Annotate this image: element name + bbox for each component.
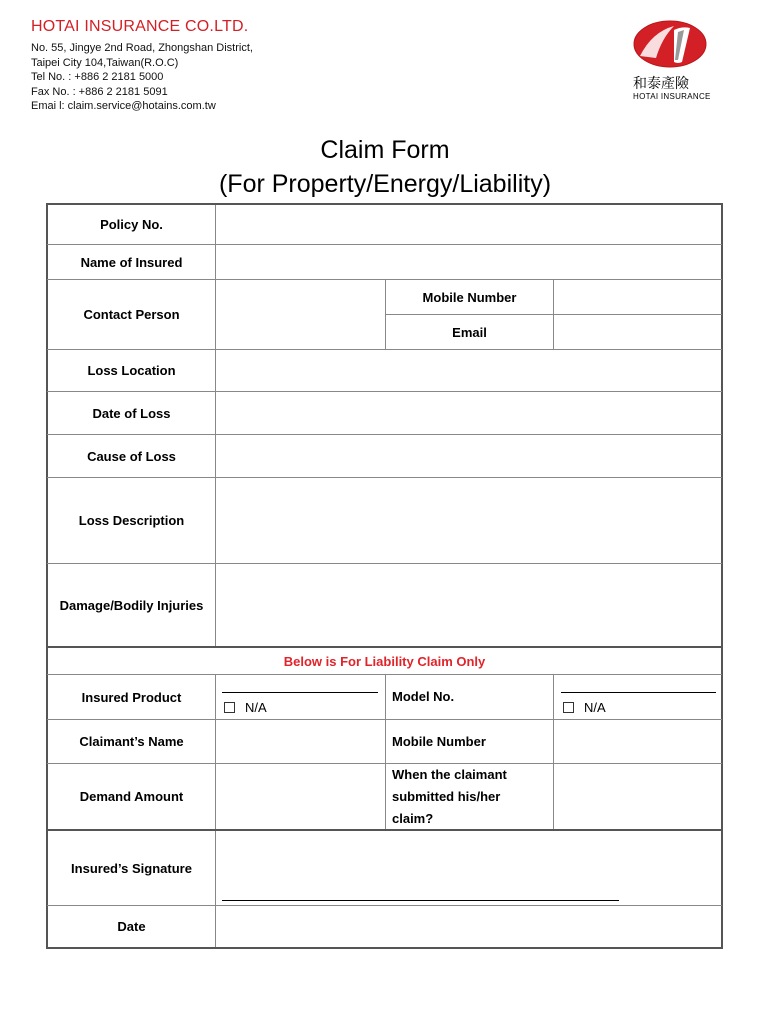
- damage-bodily-injuries-field[interactable]: [216, 564, 721, 646]
- date-of-loss-label: Date of Loss: [92, 405, 171, 421]
- email-label: Email: [452, 324, 487, 340]
- contact-person-field[interactable]: [216, 280, 385, 349]
- na-label: N/A: [584, 700, 606, 715]
- address-line-1: No. 55, Jingye 2nd Road, Zhongshan District,: [31, 42, 253, 54]
- date-of-loss-field[interactable]: [216, 392, 721, 434]
- model-no-line[interactable]: [561, 692, 716, 693]
- claim-submitted-field[interactable]: [554, 764, 721, 829]
- loss-location-field[interactable]: [216, 350, 721, 391]
- demand-amount-field[interactable]: [216, 764, 385, 829]
- loss-description-label: Loss Description: [78, 513, 185, 528]
- loss-description-field[interactable]: [216, 478, 721, 563]
- fax-number: Fax No. : +886 2 2181 5091: [31, 85, 168, 98]
- signature-line[interactable]: [222, 900, 619, 901]
- email-address: Emai l: claim.service@hotains.com.tw: [31, 100, 216, 112]
- policy-no-field[interactable]: [216, 205, 721, 244]
- date-field[interactable]: [216, 906, 721, 947]
- insured-product-na-option[interactable]: [224, 700, 267, 715]
- logo-english-text: HOTAI INSURANCE: [633, 92, 711, 101]
- claimants-name-field[interactable]: [216, 720, 385, 763]
- claimant-mobile-label: Mobile Number: [392, 734, 486, 749]
- date-label: Date: [117, 919, 146, 934]
- mobile-number-field[interactable]: [554, 280, 721, 314]
- insured-product-line[interactable]: [222, 692, 378, 693]
- name-of-insured-field[interactable]: [216, 245, 721, 279]
- company-block: [31, 18, 253, 114]
- name-of-insured-label: Name of Insured: [80, 254, 183, 270]
- checkbox-icon[interactable]: [563, 702, 574, 713]
- claimant-mobile-field[interactable]: [554, 720, 721, 763]
- model-no-na-option[interactable]: [563, 700, 606, 715]
- model-no-label: Model No.: [392, 689, 455, 704]
- damage-bodily-injuries-label: Damage/Bodily Injuries: [59, 597, 204, 613]
- company-name: HOTAI INSURANCE CO.LTD.: [31, 18, 249, 35]
- checkbox-icon[interactable]: [224, 702, 235, 713]
- cause-of-loss-label: Cause of Loss: [87, 448, 176, 464]
- liability-section-header: Below is For Liability Claim Only: [283, 653, 486, 669]
- address-line-2: Taipei City 104,Taiwan(R.O.C): [31, 56, 179, 69]
- na-label: N/A: [245, 700, 267, 715]
- claim-submitted-line1: When the claimant: [392, 766, 507, 782]
- demand-amount-label: Demand Amount: [79, 789, 184, 804]
- loss-location-label: Loss Location: [87, 363, 176, 378]
- email-field[interactable]: [554, 315, 721, 349]
- mobile-number-label: Mobile Number: [422, 289, 517, 305]
- claim-submitted-line2: submitted his/her: [392, 788, 501, 804]
- contact-person-label: Contact Person: [83, 307, 180, 322]
- insured-signature-label: Insured’s Signature: [71, 860, 192, 876]
- form-title: Claim Form: [320, 136, 450, 164]
- insured-product-label: Insured Product: [81, 689, 182, 705]
- claim-submitted-line3: claim?: [392, 810, 434, 826]
- cause-of-loss-field[interactable]: [216, 435, 721, 477]
- form-subtitle: (For Property/Energy/Liability): [218, 170, 552, 198]
- tel-number: Tel No. : +886 2 2181 5000: [31, 71, 164, 83]
- logo-chinese-text: 和泰產險: [633, 76, 689, 92]
- policy-no-label: Policy No.: [100, 217, 163, 232]
- claim-submitted-label: [386, 764, 553, 829]
- claimants-name-label: Claimant’s Name: [79, 734, 184, 749]
